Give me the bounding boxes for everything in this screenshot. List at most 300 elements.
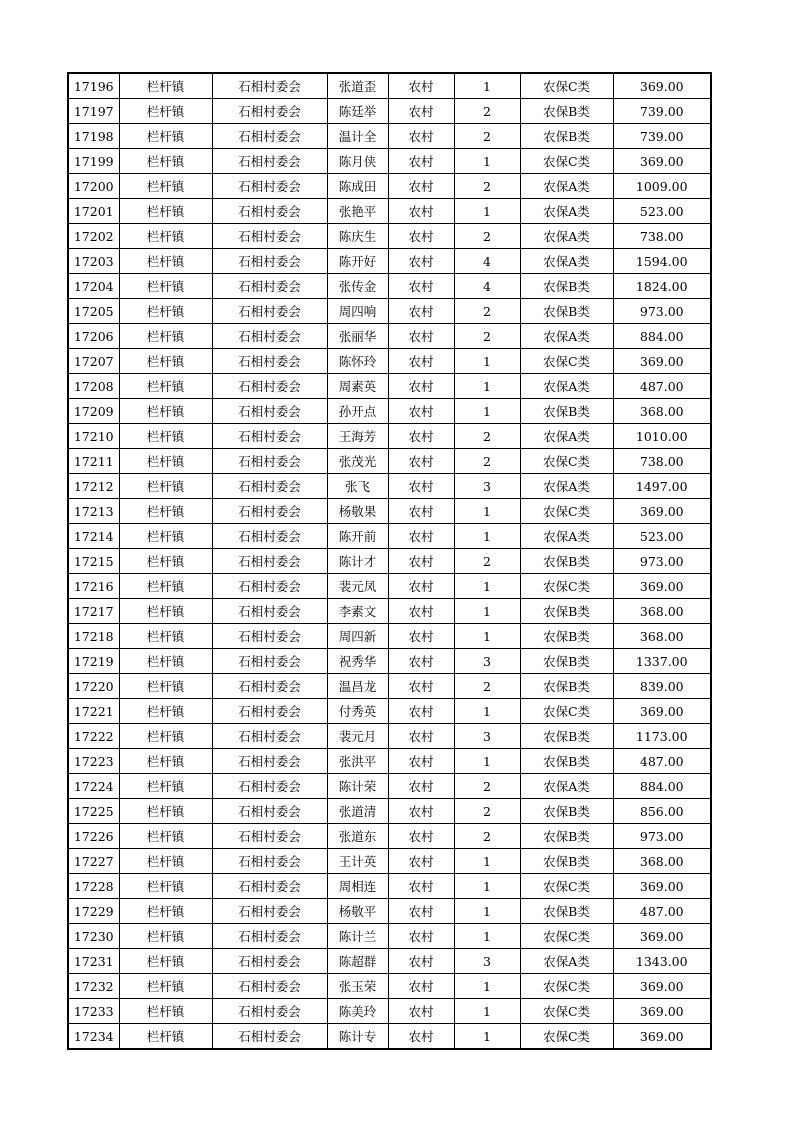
- cell-insurance-category: 农保B类: [520, 399, 613, 424]
- table-row: [68, 374, 711, 399]
- cell-amount: 856.00: [613, 799, 711, 824]
- cell-household-count: 1: [454, 999, 520, 1024]
- cell-name: 陈计才: [327, 549, 388, 574]
- cell-name: 陈美玲: [327, 999, 388, 1024]
- cell-town: 栏杆镇: [119, 824, 212, 849]
- cell-insurance-category: 农保C类: [520, 974, 613, 999]
- cell-town: 栏杆镇: [119, 349, 212, 374]
- cell-name: 王海芳: [327, 424, 388, 449]
- cell-village-committee: 石相村委会: [212, 324, 327, 349]
- cell-name: 周四新: [327, 624, 388, 649]
- cell-household-count: 3: [454, 649, 520, 674]
- table-row: [68, 549, 711, 574]
- table-row: [68, 699, 711, 724]
- cell-household-count: 1: [454, 874, 520, 899]
- cell-insurance-category: 农保C类: [520, 874, 613, 899]
- cell-area-type: 农村: [388, 99, 454, 124]
- cell-row-number: 17213: [68, 499, 119, 524]
- table-row: [68, 624, 711, 649]
- cell-area-type: 农村: [388, 174, 454, 199]
- cell-amount: 1594.00: [613, 249, 711, 274]
- cell-insurance-category: 农保A类: [520, 174, 613, 199]
- cell-insurance-category: 农保A类: [520, 249, 613, 274]
- cell-insurance-category: 农保B类: [520, 649, 613, 674]
- cell-area-type: 农村: [388, 724, 454, 749]
- cell-amount: 1824.00: [613, 274, 711, 299]
- cell-area-type: 农村: [388, 949, 454, 974]
- table-row: [68, 224, 711, 249]
- cell-household-count: 1: [454, 974, 520, 999]
- cell-row-number: 17196: [68, 73, 119, 99]
- cell-name: 祝秀华: [327, 649, 388, 674]
- cell-town: 栏杆镇: [119, 849, 212, 874]
- cell-name: 陈开前: [327, 524, 388, 549]
- table-row: [68, 574, 711, 599]
- cell-row-number: 17206: [68, 324, 119, 349]
- cell-amount: 739.00: [613, 124, 711, 149]
- table-row: [68, 899, 711, 924]
- cell-row-number: 17230: [68, 924, 119, 949]
- cell-area-type: 农村: [388, 374, 454, 399]
- cell-row-number: 17218: [68, 624, 119, 649]
- table-row: [68, 174, 711, 199]
- cell-village-committee: 石相村委会: [212, 73, 327, 99]
- cell-household-count: 2: [454, 774, 520, 799]
- cell-village-committee: 石相村委会: [212, 1024, 327, 1050]
- cell-household-count: 3: [454, 949, 520, 974]
- cell-village-committee: 石相村委会: [212, 574, 327, 599]
- cell-name: 陈开好: [327, 249, 388, 274]
- cell-insurance-category: 农保C类: [520, 349, 613, 374]
- cell-amount: 884.00: [613, 324, 711, 349]
- cell-amount: 738.00: [613, 449, 711, 474]
- cell-row-number: 17198: [68, 124, 119, 149]
- cell-name: 周四响: [327, 299, 388, 324]
- cell-row-number: 17226: [68, 824, 119, 849]
- cell-name: 陈超群: [327, 949, 388, 974]
- cell-name: 张飞: [327, 474, 388, 499]
- cell-insurance-category: 农保A类: [520, 374, 613, 399]
- cell-name: 张玉荣: [327, 974, 388, 999]
- cell-insurance-category: 农保A类: [520, 474, 613, 499]
- cell-row-number: 17199: [68, 149, 119, 174]
- table-row: [68, 124, 711, 149]
- cell-amount: 368.00: [613, 849, 711, 874]
- cell-household-count: 2: [454, 824, 520, 849]
- cell-insurance-category: 农保A类: [520, 199, 613, 224]
- cell-row-number: 17205: [68, 299, 119, 324]
- cell-household-count: 2: [454, 124, 520, 149]
- cell-area-type: 农村: [388, 749, 454, 774]
- cell-village-committee: 石相村委会: [212, 699, 327, 724]
- cell-village-committee: 石相村委会: [212, 149, 327, 174]
- cell-amount: 523.00: [613, 199, 711, 224]
- cell-village-committee: 石相村委会: [212, 249, 327, 274]
- table-row: [68, 749, 711, 774]
- cell-town: 栏杆镇: [119, 99, 212, 124]
- cell-amount: 1173.00: [613, 724, 711, 749]
- cell-household-count: 2: [454, 99, 520, 124]
- cell-name: 陈月侠: [327, 149, 388, 174]
- cell-amount: 839.00: [613, 674, 711, 699]
- table-row: [68, 249, 711, 274]
- table-row: [68, 73, 711, 99]
- cell-town: 栏杆镇: [119, 299, 212, 324]
- cell-row-number: 17233: [68, 999, 119, 1024]
- cell-town: 栏杆镇: [119, 174, 212, 199]
- cell-name: 陈计专: [327, 1024, 388, 1050]
- cell-row-number: 17202: [68, 224, 119, 249]
- cell-village-committee: 石相村委会: [212, 899, 327, 924]
- cell-town: 栏杆镇: [119, 649, 212, 674]
- cell-village-committee: 石相村委会: [212, 774, 327, 799]
- cell-household-count: 2: [454, 424, 520, 449]
- cell-household-count: 2: [454, 799, 520, 824]
- cell-area-type: 农村: [388, 899, 454, 924]
- cell-household-count: 2: [454, 174, 520, 199]
- cell-town: 栏杆镇: [119, 724, 212, 749]
- cell-household-count: 1: [454, 599, 520, 624]
- cell-insurance-category: 农保C类: [520, 999, 613, 1024]
- cell-town: 栏杆镇: [119, 224, 212, 249]
- cell-insurance-category: 农保A类: [520, 224, 613, 249]
- cell-row-number: 17224: [68, 774, 119, 799]
- cell-name: 陈计荣: [327, 774, 388, 799]
- cell-row-number: 17220: [68, 674, 119, 699]
- cell-amount: 369.00: [613, 149, 711, 174]
- cell-amount: 1337.00: [613, 649, 711, 674]
- cell-village-committee: 石相村委会: [212, 399, 327, 424]
- cell-household-count: 4: [454, 249, 520, 274]
- cell-household-count: 1: [454, 899, 520, 924]
- cell-town: 栏杆镇: [119, 374, 212, 399]
- table-row: [68, 324, 711, 349]
- cell-village-committee: 石相村委会: [212, 524, 327, 549]
- cell-insurance-category: 农保C类: [520, 449, 613, 474]
- cell-name: 张艳平: [327, 199, 388, 224]
- cell-name: 陈怀玲: [327, 349, 388, 374]
- cell-row-number: 17232: [68, 974, 119, 999]
- cell-town: 栏杆镇: [119, 924, 212, 949]
- cell-name: 裴元凤: [327, 574, 388, 599]
- cell-row-number: 17217: [68, 599, 119, 624]
- cell-area-type: 农村: [388, 974, 454, 999]
- cell-household-count: 1: [454, 849, 520, 874]
- cell-amount: 369.00: [613, 999, 711, 1024]
- cell-village-committee: 石相村委会: [212, 299, 327, 324]
- cell-area-type: 农村: [388, 774, 454, 799]
- cell-town: 栏杆镇: [119, 73, 212, 99]
- cell-name: 温计全: [327, 124, 388, 149]
- cell-name: 孙开点: [327, 399, 388, 424]
- cell-row-number: 17209: [68, 399, 119, 424]
- cell-village-committee: 石相村委会: [212, 824, 327, 849]
- cell-amount: 369.00: [613, 499, 711, 524]
- table-row: [68, 199, 711, 224]
- cell-household-count: 1: [454, 1024, 520, 1050]
- table-row: [68, 849, 711, 874]
- cell-town: 栏杆镇: [119, 699, 212, 724]
- cell-village-committee: 石相村委会: [212, 799, 327, 824]
- cell-insurance-category: 农保B类: [520, 824, 613, 849]
- cell-insurance-category: 农保C类: [520, 574, 613, 599]
- cell-insurance-category: 农保C类: [520, 499, 613, 524]
- cell-village-committee: 石相村委会: [212, 999, 327, 1024]
- cell-town: 栏杆镇: [119, 774, 212, 799]
- cell-area-type: 农村: [388, 349, 454, 374]
- cell-town: 栏杆镇: [119, 949, 212, 974]
- cell-name: 陈廷举: [327, 99, 388, 124]
- cell-amount: 487.00: [613, 749, 711, 774]
- cell-area-type: 农村: [388, 249, 454, 274]
- cell-village-committee: 石相村委会: [212, 174, 327, 199]
- cell-village-committee: 石相村委会: [212, 949, 327, 974]
- cell-name: 张传金: [327, 274, 388, 299]
- cell-area-type: 农村: [388, 449, 454, 474]
- cell-name: 张道东: [327, 824, 388, 849]
- cell-insurance-category: 农保C类: [520, 149, 613, 174]
- cell-household-count: 2: [454, 549, 520, 574]
- cell-row-number: 17215: [68, 549, 119, 574]
- cell-town: 栏杆镇: [119, 524, 212, 549]
- cell-insurance-category: 农保B类: [520, 624, 613, 649]
- cell-village-committee: 石相村委会: [212, 449, 327, 474]
- cell-row-number: 17204: [68, 274, 119, 299]
- cell-row-number: 17211: [68, 449, 119, 474]
- cell-area-type: 农村: [388, 224, 454, 249]
- cell-village-committee: 石相村委会: [212, 124, 327, 149]
- table-row: [68, 974, 711, 999]
- table-row: [68, 499, 711, 524]
- cell-area-type: 农村: [388, 599, 454, 624]
- cell-area-type: 农村: [388, 924, 454, 949]
- cell-row-number: 17222: [68, 724, 119, 749]
- cell-area-type: 农村: [388, 274, 454, 299]
- cell-area-type: 农村: [388, 73, 454, 99]
- table-row: [68, 874, 711, 899]
- cell-row-number: 17201: [68, 199, 119, 224]
- cell-amount: 487.00: [613, 374, 711, 399]
- cell-household-count: 2: [454, 449, 520, 474]
- cell-area-type: 农村: [388, 324, 454, 349]
- cell-row-number: 17200: [68, 174, 119, 199]
- cell-insurance-category: 农保C类: [520, 699, 613, 724]
- cell-village-committee: 石相村委会: [212, 849, 327, 874]
- cell-name: 张洪平: [327, 749, 388, 774]
- cell-amount: 973.00: [613, 824, 711, 849]
- cell-town: 栏杆镇: [119, 974, 212, 999]
- table-row: [68, 474, 711, 499]
- cell-insurance-category: 农保A类: [520, 524, 613, 549]
- cell-village-committee: 石相村委会: [212, 374, 327, 399]
- cell-amount: 369.00: [613, 924, 711, 949]
- cell-name: 杨敬果: [327, 499, 388, 524]
- cell-row-number: 17214: [68, 524, 119, 549]
- cell-town: 栏杆镇: [119, 624, 212, 649]
- cell-area-type: 农村: [388, 824, 454, 849]
- cell-town: 栏杆镇: [119, 274, 212, 299]
- cell-household-count: 1: [454, 624, 520, 649]
- cell-town: 栏杆镇: [119, 549, 212, 574]
- table-row: [68, 299, 711, 324]
- cell-amount: 369.00: [613, 1024, 711, 1050]
- table-row: [68, 99, 711, 124]
- cell-row-number: 17227: [68, 849, 119, 874]
- cell-name: 周相连: [327, 874, 388, 899]
- cell-row-number: 17221: [68, 699, 119, 724]
- cell-area-type: 农村: [388, 649, 454, 674]
- cell-insurance-category: 农保C类: [520, 73, 613, 99]
- cell-household-count: 1: [454, 399, 520, 424]
- cell-name: 张丽华: [327, 324, 388, 349]
- cell-area-type: 农村: [388, 849, 454, 874]
- cell-insurance-category: 农保B类: [520, 749, 613, 774]
- cell-amount: 523.00: [613, 524, 711, 549]
- cell-insurance-category: 农保A类: [520, 324, 613, 349]
- cell-amount: 1343.00: [613, 949, 711, 974]
- table-row: [68, 599, 711, 624]
- cell-insurance-category: 农保B类: [520, 674, 613, 699]
- cell-name: 杨敬平: [327, 899, 388, 924]
- table-row: [68, 449, 711, 474]
- cell-area-type: 农村: [388, 299, 454, 324]
- cell-household-count: 3: [454, 474, 520, 499]
- cell-name: 张道歪: [327, 73, 388, 99]
- cell-household-count: 1: [454, 499, 520, 524]
- cell-village-committee: 石相村委会: [212, 724, 327, 749]
- cell-amount: 369.00: [613, 574, 711, 599]
- cell-village-committee: 石相村委会: [212, 974, 327, 999]
- cell-village-committee: 石相村委会: [212, 349, 327, 374]
- cell-household-count: 1: [454, 73, 520, 99]
- cell-household-count: 1: [454, 349, 520, 374]
- cell-town: 栏杆镇: [119, 449, 212, 474]
- cell-town: 栏杆镇: [119, 249, 212, 274]
- cell-town: 栏杆镇: [119, 1024, 212, 1050]
- cell-row-number: 17228: [68, 874, 119, 899]
- cell-amount: 369.00: [613, 974, 711, 999]
- table-body: [68, 73, 711, 1049]
- cell-town: 栏杆镇: [119, 474, 212, 499]
- cell-household-count: 2: [454, 324, 520, 349]
- cell-amount: 884.00: [613, 774, 711, 799]
- cell-row-number: 17234: [68, 1024, 119, 1050]
- cell-area-type: 农村: [388, 424, 454, 449]
- cell-insurance-category: 农保B类: [520, 849, 613, 874]
- cell-village-committee: 石相村委会: [212, 474, 327, 499]
- cell-row-number: 17223: [68, 749, 119, 774]
- cell-town: 栏杆镇: [119, 999, 212, 1024]
- cell-insurance-category: 农保B类: [520, 599, 613, 624]
- cell-amount: 1497.00: [613, 474, 711, 499]
- cell-row-number: 17203: [68, 249, 119, 274]
- table-row: [68, 949, 711, 974]
- cell-household-count: 1: [454, 574, 520, 599]
- cell-amount: 368.00: [613, 624, 711, 649]
- cell-amount: 1009.00: [613, 174, 711, 199]
- cell-household-count: 4: [454, 274, 520, 299]
- cell-household-count: 1: [454, 749, 520, 774]
- table-row: [68, 674, 711, 699]
- cell-amount: 487.00: [613, 899, 711, 924]
- cell-amount: 738.00: [613, 224, 711, 249]
- cell-insurance-category: 农保B类: [520, 299, 613, 324]
- cell-row-number: 17219: [68, 649, 119, 674]
- table-row: [68, 399, 711, 424]
- cell-amount: 739.00: [613, 99, 711, 124]
- cell-village-committee: 石相村委会: [212, 549, 327, 574]
- cell-village-committee: 石相村委会: [212, 674, 327, 699]
- cell-amount: 369.00: [613, 699, 711, 724]
- cell-household-count: 1: [454, 149, 520, 174]
- cell-area-type: 农村: [388, 149, 454, 174]
- cell-household-count: 2: [454, 299, 520, 324]
- cell-row-number: 17212: [68, 474, 119, 499]
- cell-area-type: 农村: [388, 549, 454, 574]
- cell-row-number: 17225: [68, 799, 119, 824]
- cell-village-committee: 石相村委会: [212, 99, 327, 124]
- cell-insurance-category: 农保B类: [520, 799, 613, 824]
- cell-insurance-category: 农保B类: [520, 724, 613, 749]
- cell-village-committee: 石相村委会: [212, 224, 327, 249]
- cell-insurance-category: 农保B类: [520, 274, 613, 299]
- cell-household-count: 1: [454, 924, 520, 949]
- cell-village-committee: 石相村委会: [212, 499, 327, 524]
- cell-name: 裴元月: [327, 724, 388, 749]
- cell-village-committee: 石相村委会: [212, 424, 327, 449]
- cell-town: 栏杆镇: [119, 424, 212, 449]
- table-row: [68, 149, 711, 174]
- cell-name: 陈庆生: [327, 224, 388, 249]
- cell-area-type: 农村: [388, 624, 454, 649]
- cell-area-type: 农村: [388, 1024, 454, 1050]
- cell-amount: 1010.00: [613, 424, 711, 449]
- cell-amount: 973.00: [613, 299, 711, 324]
- cell-village-committee: 石相村委会: [212, 624, 327, 649]
- table-row: [68, 524, 711, 549]
- cell-household-count: 2: [454, 674, 520, 699]
- cell-row-number: 17208: [68, 374, 119, 399]
- cell-insurance-category: 农保C类: [520, 1024, 613, 1050]
- table-row: [68, 999, 711, 1024]
- cell-town: 栏杆镇: [119, 674, 212, 699]
- cell-village-committee: 石相村委会: [212, 199, 327, 224]
- cell-row-number: 17207: [68, 349, 119, 374]
- cell-name: 温昌龙: [327, 674, 388, 699]
- cell-village-committee: 石相村委会: [212, 749, 327, 774]
- cell-name: 王计英: [327, 849, 388, 874]
- cell-row-number: 17229: [68, 899, 119, 924]
- cell-name: 陈计兰: [327, 924, 388, 949]
- cell-town: 栏杆镇: [119, 899, 212, 924]
- cell-insurance-category: 农保C类: [520, 924, 613, 949]
- cell-area-type: 农村: [388, 124, 454, 149]
- cell-town: 栏杆镇: [119, 399, 212, 424]
- cell-row-number: 17197: [68, 99, 119, 124]
- table-row: [68, 649, 711, 674]
- cell-insurance-category: 农保A类: [520, 774, 613, 799]
- cell-area-type: 农村: [388, 474, 454, 499]
- cell-village-committee: 石相村委会: [212, 599, 327, 624]
- cell-area-type: 农村: [388, 674, 454, 699]
- cell-name: 陈成田: [327, 174, 388, 199]
- table-row: [68, 799, 711, 824]
- cell-household-count: 2: [454, 224, 520, 249]
- cell-town: 栏杆镇: [119, 749, 212, 774]
- data-table: [67, 72, 712, 1050]
- cell-amount: 368.00: [613, 599, 711, 624]
- cell-town: 栏杆镇: [119, 149, 212, 174]
